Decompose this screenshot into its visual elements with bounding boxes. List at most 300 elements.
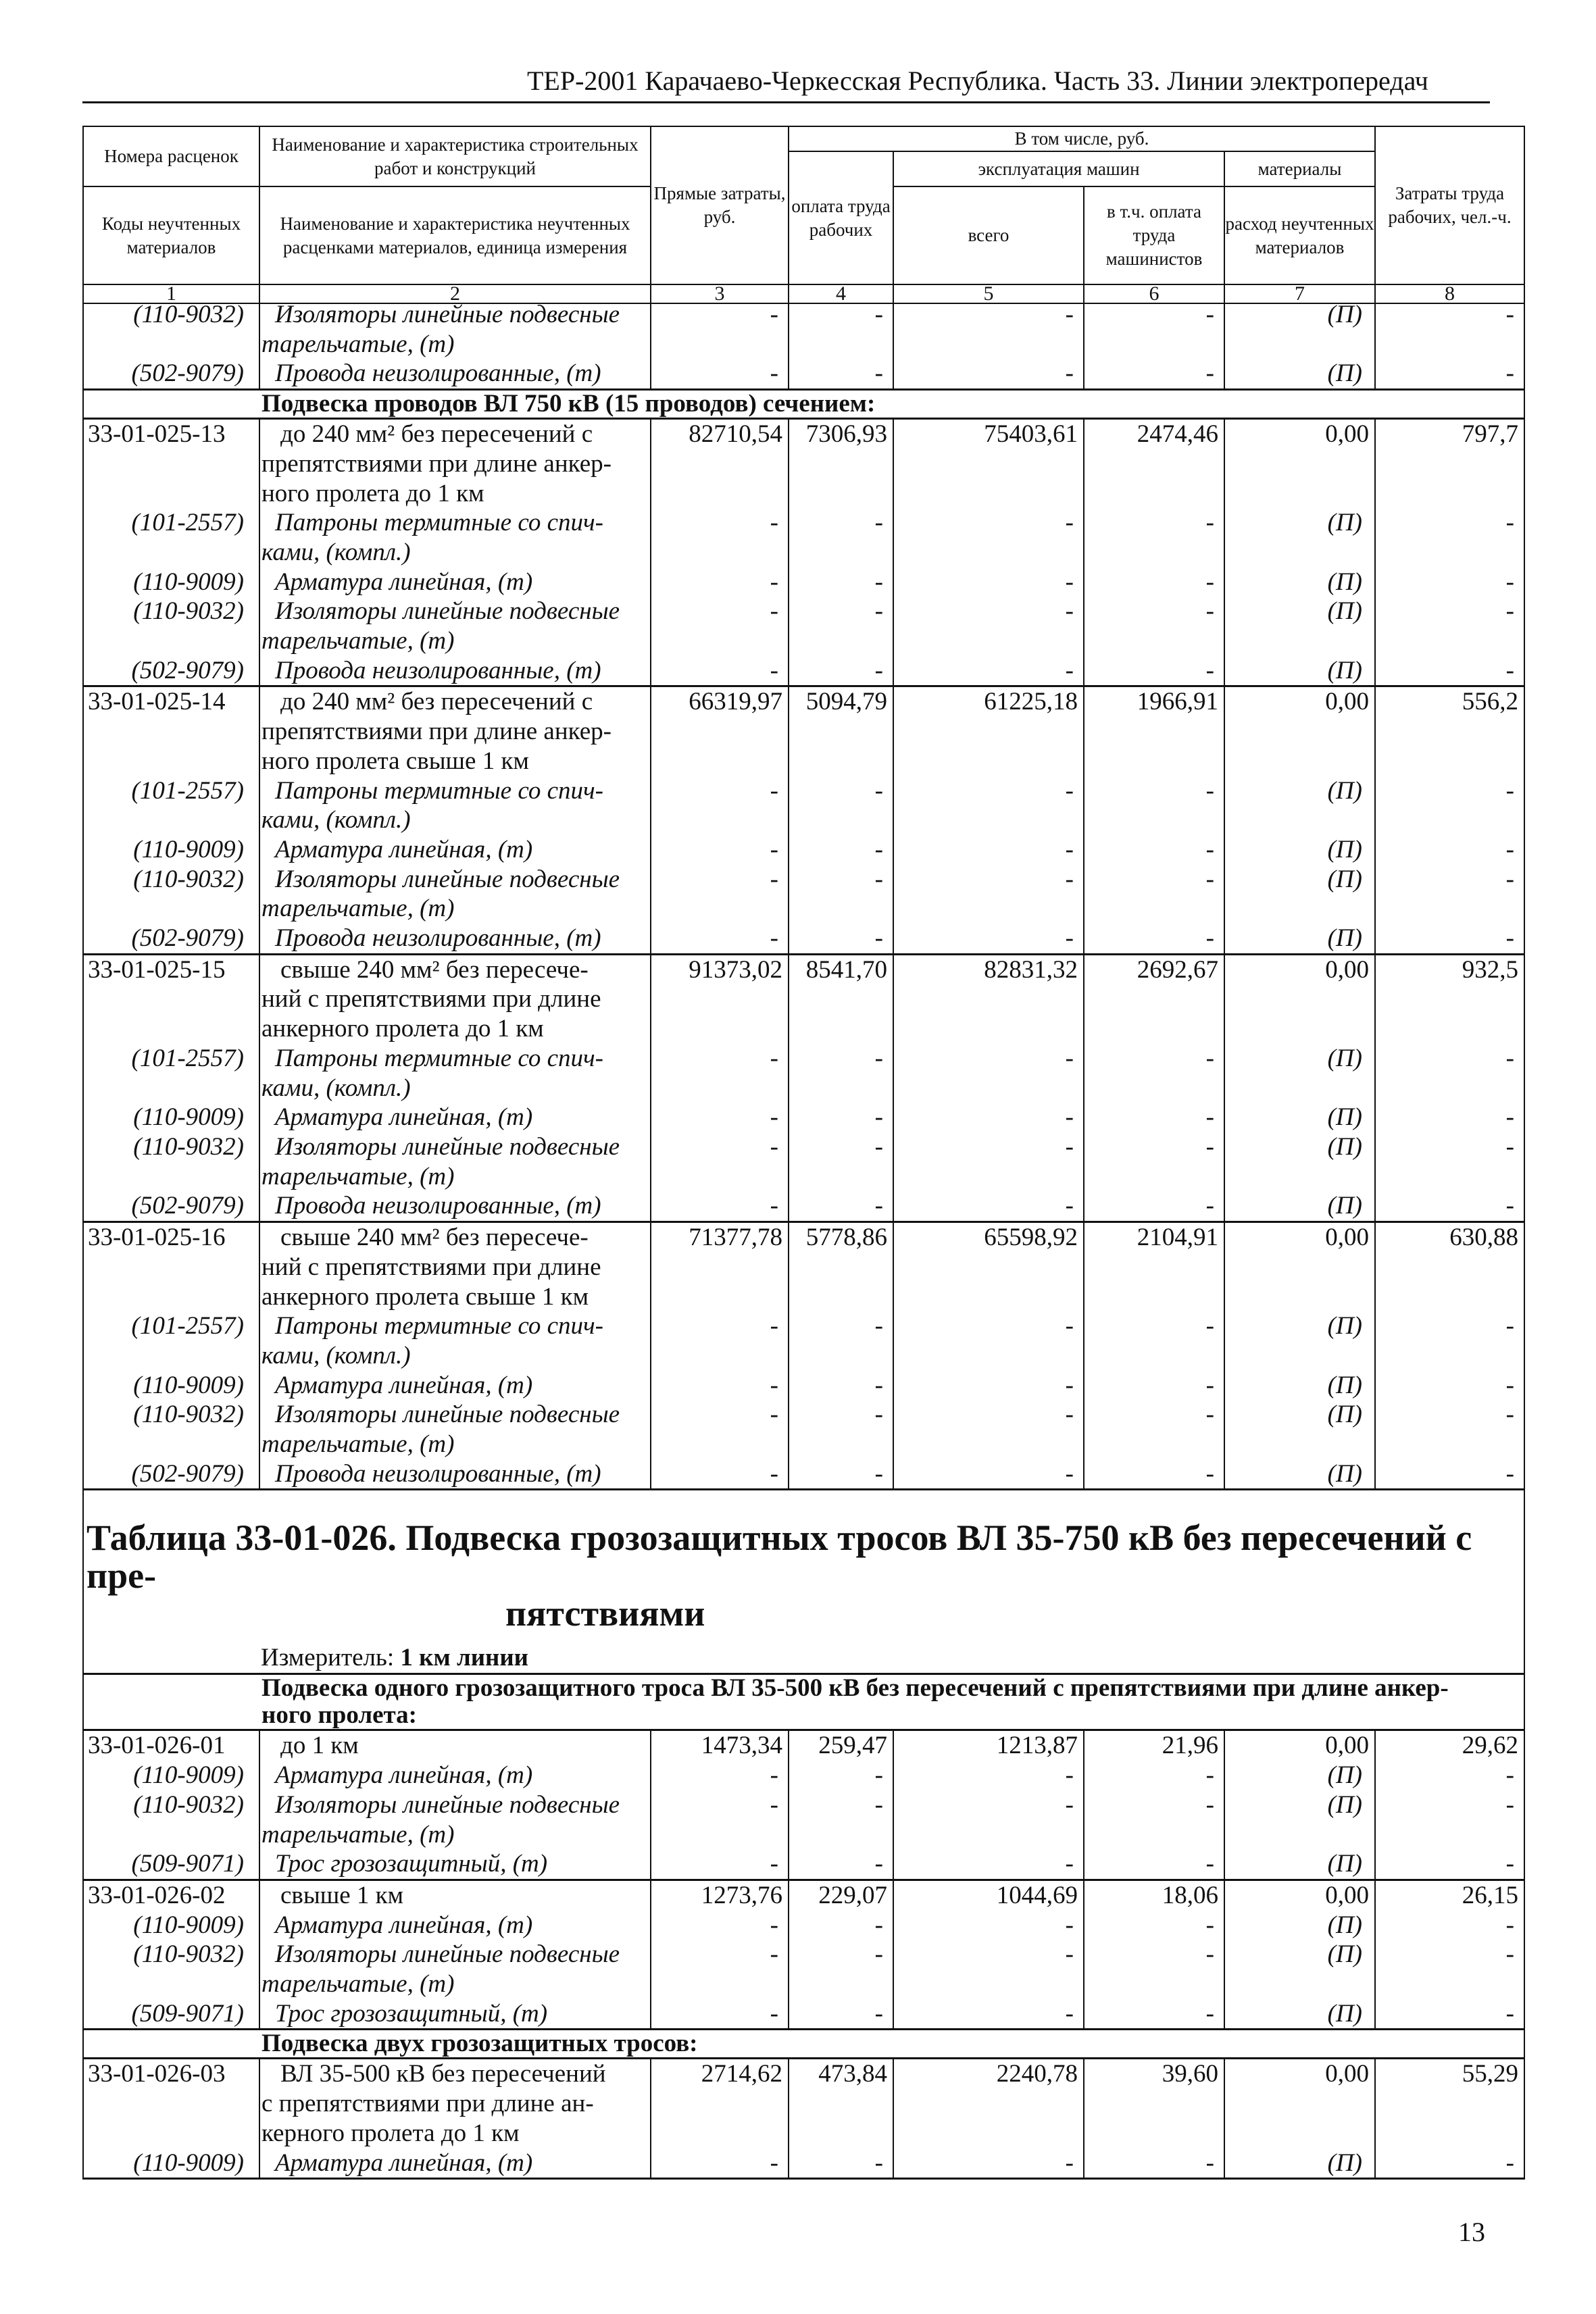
material-code: (110-9032) bbox=[83, 1790, 259, 1849]
material-name: Изоляторы линейные подвесные тарельчатые, (т) bbox=[259, 597, 651, 655]
header-col2-top: Наименование и характеристика строительных работ и конструкций bbox=[259, 126, 651, 186]
direct-cost: - bbox=[651, 776, 789, 835]
machine-total: 82831,32 bbox=[893, 954, 1084, 1044]
material-name: Провода неизолированные, (т) bbox=[259, 1191, 651, 1222]
direct-cost: - bbox=[651, 1459, 789, 1490]
labor-hours: 932,5 bbox=[1375, 954, 1524, 1044]
rate-name: до 240 мм² без пересечений с препятствиями при длине анкер- ного пролета до 1 км bbox=[259, 419, 651, 509]
material-row bbox=[83, 1761, 1524, 1790]
labor-pay: - bbox=[789, 1761, 893, 1790]
material-cost: (П) bbox=[1224, 1371, 1375, 1401]
section-heading-text: Подвеска двух грозозащитных тросов: bbox=[261, 2030, 698, 2058]
machine-total: - bbox=[893, 2148, 1084, 2179]
machine-total: - bbox=[893, 1132, 1084, 1191]
material-cost: (П) bbox=[1224, 2148, 1375, 2179]
material-code: (110-9009) bbox=[83, 1103, 259, 1132]
labor-pay: - bbox=[789, 1940, 893, 1998]
material-cost: (П) bbox=[1224, 1044, 1375, 1103]
direct-cost: - bbox=[651, 1790, 789, 1849]
material-name: Изоляторы линейные подвесные тарельчатые, (т) bbox=[259, 1940, 651, 1998]
machinist-pay: 39,60 bbox=[1084, 2059, 1224, 2148]
labor-hours: - bbox=[1375, 1132, 1524, 1191]
material-name: Арматура линейная, (т) bbox=[259, 835, 651, 865]
material-cost: (П) bbox=[1224, 1191, 1375, 1222]
labor-hours: - bbox=[1375, 1191, 1524, 1222]
rate-code: 33-01-025-14 bbox=[83, 686, 259, 776]
material-name: Арматура линейная, (т) bbox=[259, 1911, 651, 1940]
labor-pay: - bbox=[789, 1132, 893, 1191]
machine-total: - bbox=[893, 568, 1084, 597]
labor-hours: - bbox=[1375, 1999, 1524, 2030]
labor-pay: - bbox=[789, 1191, 893, 1222]
col-number: 4 bbox=[789, 284, 893, 303]
labor-hours: - bbox=[1375, 508, 1524, 567]
material-name: Провода неизолированные, (т) bbox=[259, 656, 651, 686]
direct-cost: 91373,02 bbox=[651, 954, 789, 1044]
machinist-pay: - bbox=[1084, 656, 1224, 686]
machinist-pay: - bbox=[1084, 597, 1224, 655]
table-header bbox=[82, 126, 1525, 304]
rate-name: ВЛ 35-500 кВ без пересечений с препятствиями при длине ан- керного пролета до 1 км bbox=[259, 2059, 651, 2148]
material-code: (110-9032) bbox=[83, 1940, 259, 1998]
material-cost: (П) bbox=[1224, 508, 1375, 567]
material-row bbox=[83, 1103, 1524, 1132]
col-number: 8 bbox=[1375, 284, 1524, 303]
col-number: 7 bbox=[1224, 284, 1375, 303]
material-cost: (П) bbox=[1224, 1999, 1375, 2030]
running-head: ТЕР-2001 Карачаево-Черкесская Республика. Часть 33. Линии электропередач bbox=[527, 66, 1428, 96]
labor-hours: - bbox=[1375, 597, 1524, 655]
material-row bbox=[83, 1911, 1524, 1940]
machinist-pay: - bbox=[1084, 1191, 1224, 1222]
rate-row bbox=[83, 419, 1524, 509]
material-code: (110-9032) bbox=[83, 1132, 259, 1191]
machinist-pay: - bbox=[1084, 865, 1224, 924]
labor-pay: - bbox=[789, 1911, 893, 1940]
material-row bbox=[83, 568, 1524, 597]
material-name: Изоляторы линейные подвесные тарельчатые, (т) bbox=[259, 1132, 651, 1191]
machinist-pay: - bbox=[1084, 1311, 1224, 1370]
material-name: Патроны термитные со спич- ками, (компл.) bbox=[259, 776, 651, 835]
direct-cost: 1273,76 bbox=[651, 1880, 789, 1910]
col-number: 1 bbox=[83, 284, 259, 303]
machinist-pay: - bbox=[1084, 300, 1224, 359]
labor-pay: 473,84 bbox=[789, 2059, 893, 2148]
direct-cost: - bbox=[651, 359, 789, 389]
rate-row bbox=[83, 1730, 1524, 1761]
material-name: Провода неизолированные, (т) bbox=[259, 1459, 651, 1490]
direct-cost: - bbox=[651, 1044, 789, 1103]
material-row bbox=[83, 1940, 1524, 1998]
labor-hours: - bbox=[1375, 300, 1524, 359]
material-name: Изоляторы линейные подвесные тарельчатые, (т) bbox=[259, 865, 651, 924]
direct-cost: - bbox=[651, 924, 789, 954]
material-cost: (П) bbox=[1224, 656, 1375, 686]
material-row bbox=[83, 776, 1524, 835]
material-row bbox=[83, 1132, 1524, 1191]
material-cost: (П) bbox=[1224, 1311, 1375, 1370]
rate-code: 33-01-025-13 bbox=[83, 419, 259, 509]
rate-row bbox=[83, 686, 1524, 776]
machinist-pay: - bbox=[1084, 1044, 1224, 1103]
header-col6: в т.ч. оплата труда машинистов bbox=[1084, 186, 1224, 284]
rate-name: до 240 мм² без пересечений с препятствиями при длине анкер- ного пролета свыше 1 км bbox=[259, 686, 651, 776]
machinist-pay: - bbox=[1084, 2148, 1224, 2179]
material-cost: (П) bbox=[1224, 300, 1375, 359]
labor-pay: - bbox=[789, 1400, 893, 1459]
machine-total: - bbox=[893, 1790, 1084, 1849]
material-row bbox=[83, 1849, 1524, 1880]
material-name: Патроны термитные со спич- ками, (компл.) bbox=[259, 508, 651, 567]
material-code: (110-9032) bbox=[83, 300, 259, 359]
labor-pay: - bbox=[789, 835, 893, 865]
material-code: (502-9079) bbox=[83, 924, 259, 954]
material-cost: (П) bbox=[1224, 835, 1375, 865]
machine-total: - bbox=[893, 300, 1084, 359]
material-cost: (П) bbox=[1224, 568, 1375, 597]
material-code: (110-9032) bbox=[83, 865, 259, 924]
material-cost: 0,00 bbox=[1224, 1222, 1375, 1312]
header-rule bbox=[82, 101, 1490, 103]
machine-total: - bbox=[893, 924, 1084, 954]
material-row bbox=[83, 1371, 1524, 1401]
unit-value: 1 км линии bbox=[400, 1644, 528, 1672]
machinist-pay: 1966,91 bbox=[1084, 686, 1224, 776]
material-row bbox=[83, 1400, 1524, 1459]
material-name: Провода неизолированные, (т) bbox=[259, 924, 651, 954]
machinist-pay: - bbox=[1084, 1132, 1224, 1191]
labor-hours: - bbox=[1375, 1849, 1524, 1880]
section-heading-row bbox=[83, 390, 1524, 419]
material-code: (502-9079) bbox=[83, 1459, 259, 1490]
machine-total: 1213,87 bbox=[893, 1730, 1084, 1761]
material-code: (110-9032) bbox=[83, 597, 259, 655]
labor-pay: - bbox=[789, 924, 893, 954]
material-name: Арматура линейная, (т) bbox=[259, 1761, 651, 1790]
material-code: (110-9009) bbox=[83, 2148, 259, 2179]
labor-pay: 5094,79 bbox=[789, 686, 893, 776]
direct-cost: - bbox=[651, 1132, 789, 1191]
labor-pay: 7306,93 bbox=[789, 419, 893, 509]
machine-total: - bbox=[893, 835, 1084, 865]
section-heading-text: Подвеска одного грозозащитного троса ВЛ 35-500 кВ без пересечений с препятствиями при длине анкер- ного пролета: bbox=[261, 1674, 1449, 1730]
material-name: Трос грозозащитный, (т) bbox=[259, 1999, 651, 2030]
machinist-pay: - bbox=[1084, 1790, 1224, 1849]
section-heading bbox=[83, 2030, 1524, 2059]
labor-hours: 29,62 bbox=[1375, 1730, 1524, 1761]
machinist-pay: - bbox=[1084, 924, 1224, 954]
header-col4: оплата труда рабочих bbox=[789, 151, 893, 284]
section-heading bbox=[83, 1674, 1524, 1730]
machinist-pay: - bbox=[1084, 1911, 1224, 1940]
labor-pay: 229,07 bbox=[789, 1880, 893, 1910]
machine-total: 1044,69 bbox=[893, 1880, 1084, 1910]
material-code: (110-9032) bbox=[83, 1400, 259, 1459]
direct-cost: - bbox=[651, 300, 789, 359]
labor-hours: - bbox=[1375, 865, 1524, 924]
labor-hours: 797,7 bbox=[1375, 419, 1524, 509]
header-col3: Прямые затраты, руб. bbox=[651, 126, 789, 284]
material-cost: (П) bbox=[1224, 1103, 1375, 1132]
machine-total: - bbox=[893, 597, 1084, 655]
machinist-pay: 2692,67 bbox=[1084, 954, 1224, 1044]
rate-name: свыше 1 км bbox=[259, 1880, 651, 1910]
material-name: Изоляторы линейные подвесные тарельчатые, (т) bbox=[259, 300, 651, 359]
rate-code: 33-01-026-01 bbox=[83, 1730, 259, 1761]
material-code: (101-2557) bbox=[83, 508, 259, 567]
labor-pay: - bbox=[789, 1790, 893, 1849]
header-col1-bottom: Коды неучтенных материалов bbox=[83, 186, 259, 284]
material-name: Арматура линейная, (т) bbox=[259, 1371, 651, 1401]
direct-cost: 2714,62 bbox=[651, 2059, 789, 2148]
table-title-line1: Таблица 33-01-026. Подвеска грозозащитных тросов ВЛ 35-750 кВ без пересечений с пре- bbox=[86, 1517, 1472, 1596]
rates-table bbox=[82, 300, 1525, 2180]
labor-hours: - bbox=[1375, 1103, 1524, 1132]
direct-cost: 71377,78 bbox=[651, 1222, 789, 1312]
machine-total: - bbox=[893, 1940, 1084, 1998]
machinist-pay: - bbox=[1084, 1103, 1224, 1132]
machinist-pay: - bbox=[1084, 1371, 1224, 1401]
labor-pay: - bbox=[789, 597, 893, 655]
direct-cost: - bbox=[651, 597, 789, 655]
section-heading-row bbox=[83, 2030, 1524, 2059]
material-cost: (П) bbox=[1224, 1761, 1375, 1790]
labor-pay: - bbox=[789, 1044, 893, 1103]
material-name: Изоляторы линейные подвесные тарельчатые, (т) bbox=[259, 1790, 651, 1849]
machine-total: - bbox=[893, 865, 1084, 924]
table-title-line2: пятствиями bbox=[505, 1593, 705, 1634]
material-code: (509-9071) bbox=[83, 1999, 259, 2030]
labor-hours: - bbox=[1375, 1400, 1524, 1459]
labor-pay: - bbox=[789, 1311, 893, 1370]
labor-hours: - bbox=[1375, 1911, 1524, 1940]
direct-cost: - bbox=[651, 2148, 789, 2179]
material-code: (502-9079) bbox=[83, 1191, 259, 1222]
material-row bbox=[83, 597, 1524, 655]
rate-row bbox=[83, 954, 1524, 1044]
direct-cost: - bbox=[651, 1761, 789, 1790]
machine-total: - bbox=[893, 508, 1084, 567]
material-cost: 0,00 bbox=[1224, 954, 1375, 1044]
material-cost: 0,00 bbox=[1224, 1880, 1375, 1910]
section-heading-row bbox=[83, 1674, 1524, 1730]
material-row bbox=[83, 1044, 1524, 1103]
rate-code: 33-01-025-16 bbox=[83, 1222, 259, 1312]
labor-pay: 8541,70 bbox=[789, 954, 893, 1044]
labor-hours: - bbox=[1375, 1790, 1524, 1849]
machine-total: 65598,92 bbox=[893, 1222, 1084, 1312]
material-name: Арматура линейная, (т) bbox=[259, 1103, 651, 1132]
material-row bbox=[83, 1191, 1524, 1222]
machine-total: - bbox=[893, 1999, 1084, 2030]
table-title-row bbox=[83, 1490, 1524, 1674]
rate-name: до 1 км bbox=[259, 1730, 651, 1761]
material-cost: 0,00 bbox=[1224, 1730, 1375, 1761]
material-name: Патроны термитные со спич- ками, (компл.) bbox=[259, 1311, 651, 1370]
machinist-pay: - bbox=[1084, 1849, 1224, 1880]
labor-pay: - bbox=[789, 865, 893, 924]
direct-cost: - bbox=[651, 568, 789, 597]
machine-total: - bbox=[893, 1191, 1084, 1222]
machinist-pay: 21,96 bbox=[1084, 1730, 1224, 1761]
direct-cost: - bbox=[651, 1400, 789, 1459]
material-code: (110-9009) bbox=[83, 1371, 259, 1401]
labor-pay: - bbox=[789, 1371, 893, 1401]
machine-total: - bbox=[893, 1911, 1084, 1940]
material-code: (110-9009) bbox=[83, 1911, 259, 1940]
labor-hours: - bbox=[1375, 1371, 1524, 1401]
labor-pay: - bbox=[789, 776, 893, 835]
labor-pay: - bbox=[789, 300, 893, 359]
direct-cost: - bbox=[651, 1911, 789, 1940]
machine-total: - bbox=[893, 1459, 1084, 1490]
material-name: Изоляторы линейные подвесные тарельчатые, (т) bbox=[259, 1400, 651, 1459]
unit-line bbox=[84, 1632, 1524, 1673]
machinist-pay: 2104,91 bbox=[1084, 1222, 1224, 1312]
header-col7: расход неучтенных материалов bbox=[1224, 186, 1375, 284]
header-col5: всего bbox=[893, 186, 1084, 284]
material-row bbox=[83, 656, 1524, 686]
machinist-pay: - bbox=[1084, 1761, 1224, 1790]
machinist-pay: - bbox=[1084, 835, 1224, 865]
machine-total: 75403,61 bbox=[893, 419, 1084, 509]
material-name: Провода неизолированные, (т) bbox=[259, 359, 651, 389]
machinist-pay: - bbox=[1084, 1940, 1224, 1998]
machinist-pay: - bbox=[1084, 1400, 1224, 1459]
machinist-pay: - bbox=[1084, 508, 1224, 567]
material-cost: (П) bbox=[1224, 865, 1375, 924]
header-group: В том числе, руб. bbox=[789, 126, 1375, 151]
direct-cost: - bbox=[651, 1999, 789, 2030]
header-col1-top: Номера расценок bbox=[83, 126, 259, 186]
labor-hours: - bbox=[1375, 1761, 1524, 1790]
labor-hours: - bbox=[1375, 1311, 1524, 1370]
labor-hours: - bbox=[1375, 656, 1524, 686]
material-row bbox=[83, 924, 1524, 954]
section-heading bbox=[83, 390, 1524, 419]
labor-hours: - bbox=[1375, 568, 1524, 597]
machine-total: - bbox=[893, 1103, 1084, 1132]
labor-pay: - bbox=[789, 568, 893, 597]
direct-cost: - bbox=[651, 1371, 789, 1401]
material-name: Патроны термитные со спич- ками, (компл.) bbox=[259, 1044, 651, 1103]
machine-total: - bbox=[893, 359, 1084, 389]
material-cost: (П) bbox=[1224, 1459, 1375, 1490]
material-code: (101-2557) bbox=[83, 1044, 259, 1103]
direct-cost: - bbox=[651, 1940, 789, 1998]
material-cost: (П) bbox=[1224, 1790, 1375, 1849]
header-col8: Затраты труда рабочих, чел.-ч. bbox=[1375, 126, 1524, 284]
labor-hours: - bbox=[1375, 835, 1524, 865]
material-row bbox=[83, 508, 1524, 567]
material-code: (101-2557) bbox=[83, 776, 259, 835]
col-number: 5 bbox=[893, 284, 1084, 303]
machine-total: - bbox=[893, 1400, 1084, 1459]
labor-pay: - bbox=[789, 359, 893, 389]
material-cost: 0,00 bbox=[1224, 2059, 1375, 2148]
machine-total: 2240,78 bbox=[893, 2059, 1084, 2148]
direct-cost: - bbox=[651, 1311, 789, 1370]
material-cost: (П) bbox=[1224, 776, 1375, 835]
material-row bbox=[83, 1311, 1524, 1370]
machinist-pay: - bbox=[1084, 776, 1224, 835]
unit-label: Измеритель: bbox=[261, 1644, 395, 1672]
direct-cost: 82710,54 bbox=[651, 419, 789, 509]
material-row bbox=[83, 359, 1524, 389]
header-materials: материалы bbox=[1224, 151, 1375, 186]
rate-row bbox=[83, 1222, 1524, 1312]
material-cost: (П) bbox=[1224, 597, 1375, 655]
material-cost: (П) bbox=[1224, 359, 1375, 389]
machine-total: - bbox=[893, 1761, 1084, 1790]
labor-pay: 259,47 bbox=[789, 1730, 893, 1761]
direct-cost: - bbox=[651, 1103, 789, 1132]
material-cost: (П) bbox=[1224, 1132, 1375, 1191]
rate-row bbox=[83, 1880, 1524, 1910]
machinist-pay: - bbox=[1084, 568, 1224, 597]
labor-pay: - bbox=[789, 1103, 893, 1132]
rate-code: 33-01-026-02 bbox=[83, 1880, 259, 1910]
machinist-pay: - bbox=[1084, 1459, 1224, 1490]
machinist-pay: 18,06 bbox=[1084, 1880, 1224, 1910]
labor-hours: - bbox=[1375, 2148, 1524, 2179]
labor-hours: 26,15 bbox=[1375, 1880, 1524, 1910]
direct-cost: - bbox=[651, 508, 789, 567]
machine-total: - bbox=[893, 776, 1084, 835]
labor-hours: 630,88 bbox=[1375, 1222, 1524, 1312]
material-name: Арматура линейная, (т) bbox=[259, 568, 651, 597]
material-cost: (П) bbox=[1224, 1911, 1375, 1940]
material-row bbox=[83, 1999, 1524, 2030]
labor-pay: - bbox=[789, 2148, 893, 2179]
header-col2-bottom: Наименование и характеристика неучтенных расценками материалов, единица измерения bbox=[259, 186, 651, 284]
labor-pay: - bbox=[789, 1999, 893, 2030]
rate-code: 33-01-026-03 bbox=[83, 2059, 259, 2148]
section-heading-text: Подвеска проводов ВЛ 750 кВ (15 проводов) сечением: bbox=[261, 390, 876, 418]
page-number: 13 bbox=[1458, 2217, 1485, 2247]
material-cost: (П) bbox=[1224, 1400, 1375, 1459]
col-number: 6 bbox=[1084, 284, 1224, 303]
material-code: (110-9009) bbox=[83, 835, 259, 865]
labor-pay: - bbox=[789, 1849, 893, 1880]
material-code: (502-9079) bbox=[83, 359, 259, 389]
material-row bbox=[83, 300, 1524, 359]
direct-cost: - bbox=[651, 1849, 789, 1880]
rate-code: 33-01-025-15 bbox=[83, 954, 259, 1044]
material-code: (502-9079) bbox=[83, 656, 259, 686]
labor-pay: - bbox=[789, 1459, 893, 1490]
material-cost: 0,00 bbox=[1224, 419, 1375, 509]
material-cost: (П) bbox=[1224, 924, 1375, 954]
machine-total: - bbox=[893, 1849, 1084, 1880]
rate-name: свыше 240 мм² без пересече- ний с препятствиями при длине анкерного пролета свыше 1 км bbox=[259, 1222, 651, 1312]
material-row bbox=[83, 2148, 1524, 2179]
table-title-block bbox=[83, 1490, 1524, 1674]
direct-cost: - bbox=[651, 1191, 789, 1222]
material-row bbox=[83, 1459, 1524, 1490]
labor-hours: - bbox=[1375, 924, 1524, 954]
table-title bbox=[84, 1490, 1524, 1632]
material-code: (110-9009) bbox=[83, 1761, 259, 1790]
machine-total: 61225,18 bbox=[893, 686, 1084, 776]
material-row bbox=[83, 835, 1524, 865]
labor-hours: 556,2 bbox=[1375, 686, 1524, 776]
machine-total: - bbox=[893, 1371, 1084, 1401]
rate-name: свыше 240 мм² без пересече- ний с препятствиями при длине анкерного пролета до 1 км bbox=[259, 954, 651, 1044]
material-cost: (П) bbox=[1224, 1849, 1375, 1880]
material-cost: 0,00 bbox=[1224, 686, 1375, 776]
labor-hours: - bbox=[1375, 776, 1524, 835]
